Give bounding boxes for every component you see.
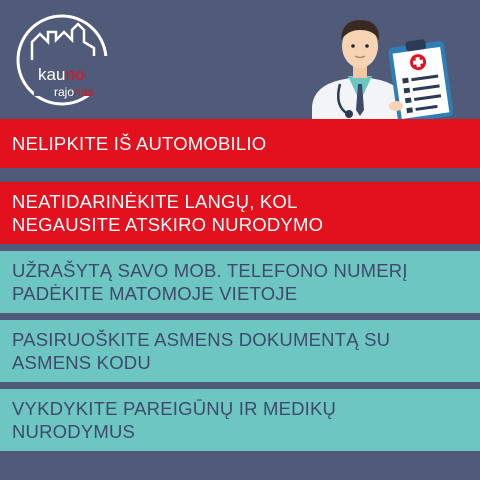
instruction-3-line-2: PADĖKITE MATOMOJE VIETOJE bbox=[12, 283, 298, 304]
instruction-banner-5 bbox=[0, 389, 480, 451]
instruction-3-line-1: UŽRAŠYTĄ SAVO MOB. TELEFONO NUMERĮ bbox=[12, 260, 408, 281]
instruction-2-line-1: NEATIDARINĖKITE LANGŲ, KOL bbox=[12, 191, 298, 212]
kauno-rajonas-logo bbox=[14, 10, 124, 110]
svg-text:kauno: kauno bbox=[38, 65, 85, 84]
instruction-banner-3 bbox=[0, 251, 480, 313]
instruction-banner-1 bbox=[0, 119, 480, 168]
instruction-banner-4 bbox=[0, 320, 480, 382]
doctor-clipboard-illustration bbox=[300, 6, 460, 132]
instruction-2-line-2: NEGAUSITE ATSKIRO NURODYMO bbox=[12, 214, 324, 235]
instruction-banner-2 bbox=[0, 182, 480, 244]
svg-text:rajonas: rajonas bbox=[54, 85, 94, 99]
instruction-4-line-1: PASIRUOŠKITE ASMENS DOKUMENTĄ SU bbox=[12, 329, 391, 350]
instruction-1-line-1: NELIPKITE IŠ AUTOMOBILIO bbox=[12, 133, 267, 154]
instruction-5-line-2: NURODYMUS bbox=[12, 421, 136, 442]
instruction-4-line-2: ASMENS KODU bbox=[12, 352, 151, 373]
instruction-5-line-1: VYKDYKITE PAREIGŪNŲ IR MEDIKŲ bbox=[12, 398, 337, 419]
